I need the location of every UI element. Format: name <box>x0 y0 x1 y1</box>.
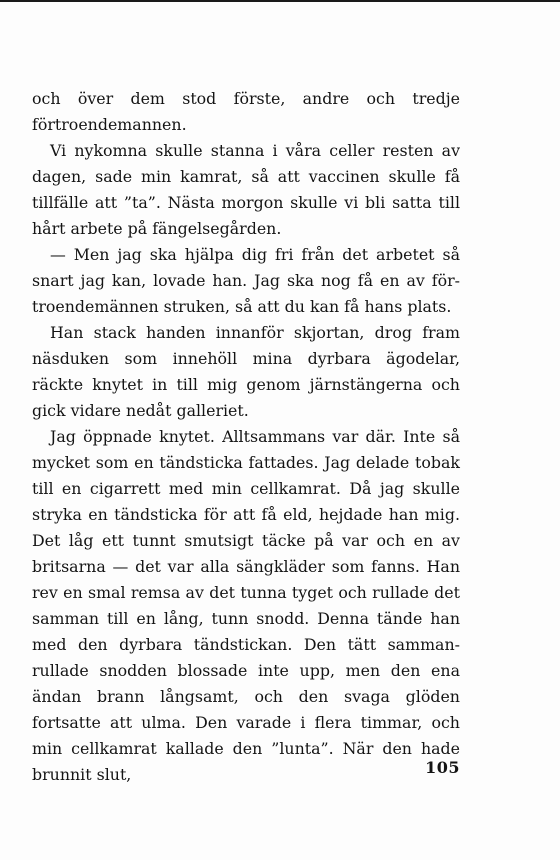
paragraph-1: och över dem stod förste, andre och tredje förtroendemannen. <box>32 89 460 134</box>
paragraph-3: — Men jag ska hjälpa dig fri från det arbetet så snart jag kan, lovade han. Jag ska nog få en av förtroendemännen struken, så att du kan få hans plats. <box>32 245 460 316</box>
paragraph-2: Vi nykomna skulle stanna i våra celler resten av dagen, sade min kamrat, så att vaccinen skulle få tillfälle att ”ta”. Nästa morgon skulle vi bli satta till hårt arbete på fängelsegården. <box>32 141 460 238</box>
paragraph-5: Jag öppnade knytet. Alltsammans var där. Inte så mycket som en tändsticka fattades. Jag delade tobak till en cigarrett med min cellkamrat. Då jag skulle stryka en tändsticka för att få eld, hejdade han mig. Det låg ett tunnt smutsigt täcke på var och en av britsarna — det var alla sängkläder som fanns. Han rev en smal remsa av det tunna tyget och rullade det samman till en lång, tunn snodd. Denna tände han med den dyrbara tändstickan. Den tätt sammanrullade snodden blossade inte upp, men den ena ändan brann långsamt, och den svaga glöden fortsatte att ulma. Den varade i flera timmar, och min cellkamrat kallade den ”lunta”. När den hade brunnit slut, <box>32 427 460 784</box>
page-top-edge <box>0 0 560 2</box>
paragraph-4: Han stack handen innanför skjortan, drog fram näsduken som innehöll mina dyrbara ägodelar, räckte knytet in till mig genom järnstängerna och gick vidare nedåt galleriet. <box>32 323 460 420</box>
page-number: 105 <box>425 758 460 777</box>
page-text <box>32 86 460 788</box>
